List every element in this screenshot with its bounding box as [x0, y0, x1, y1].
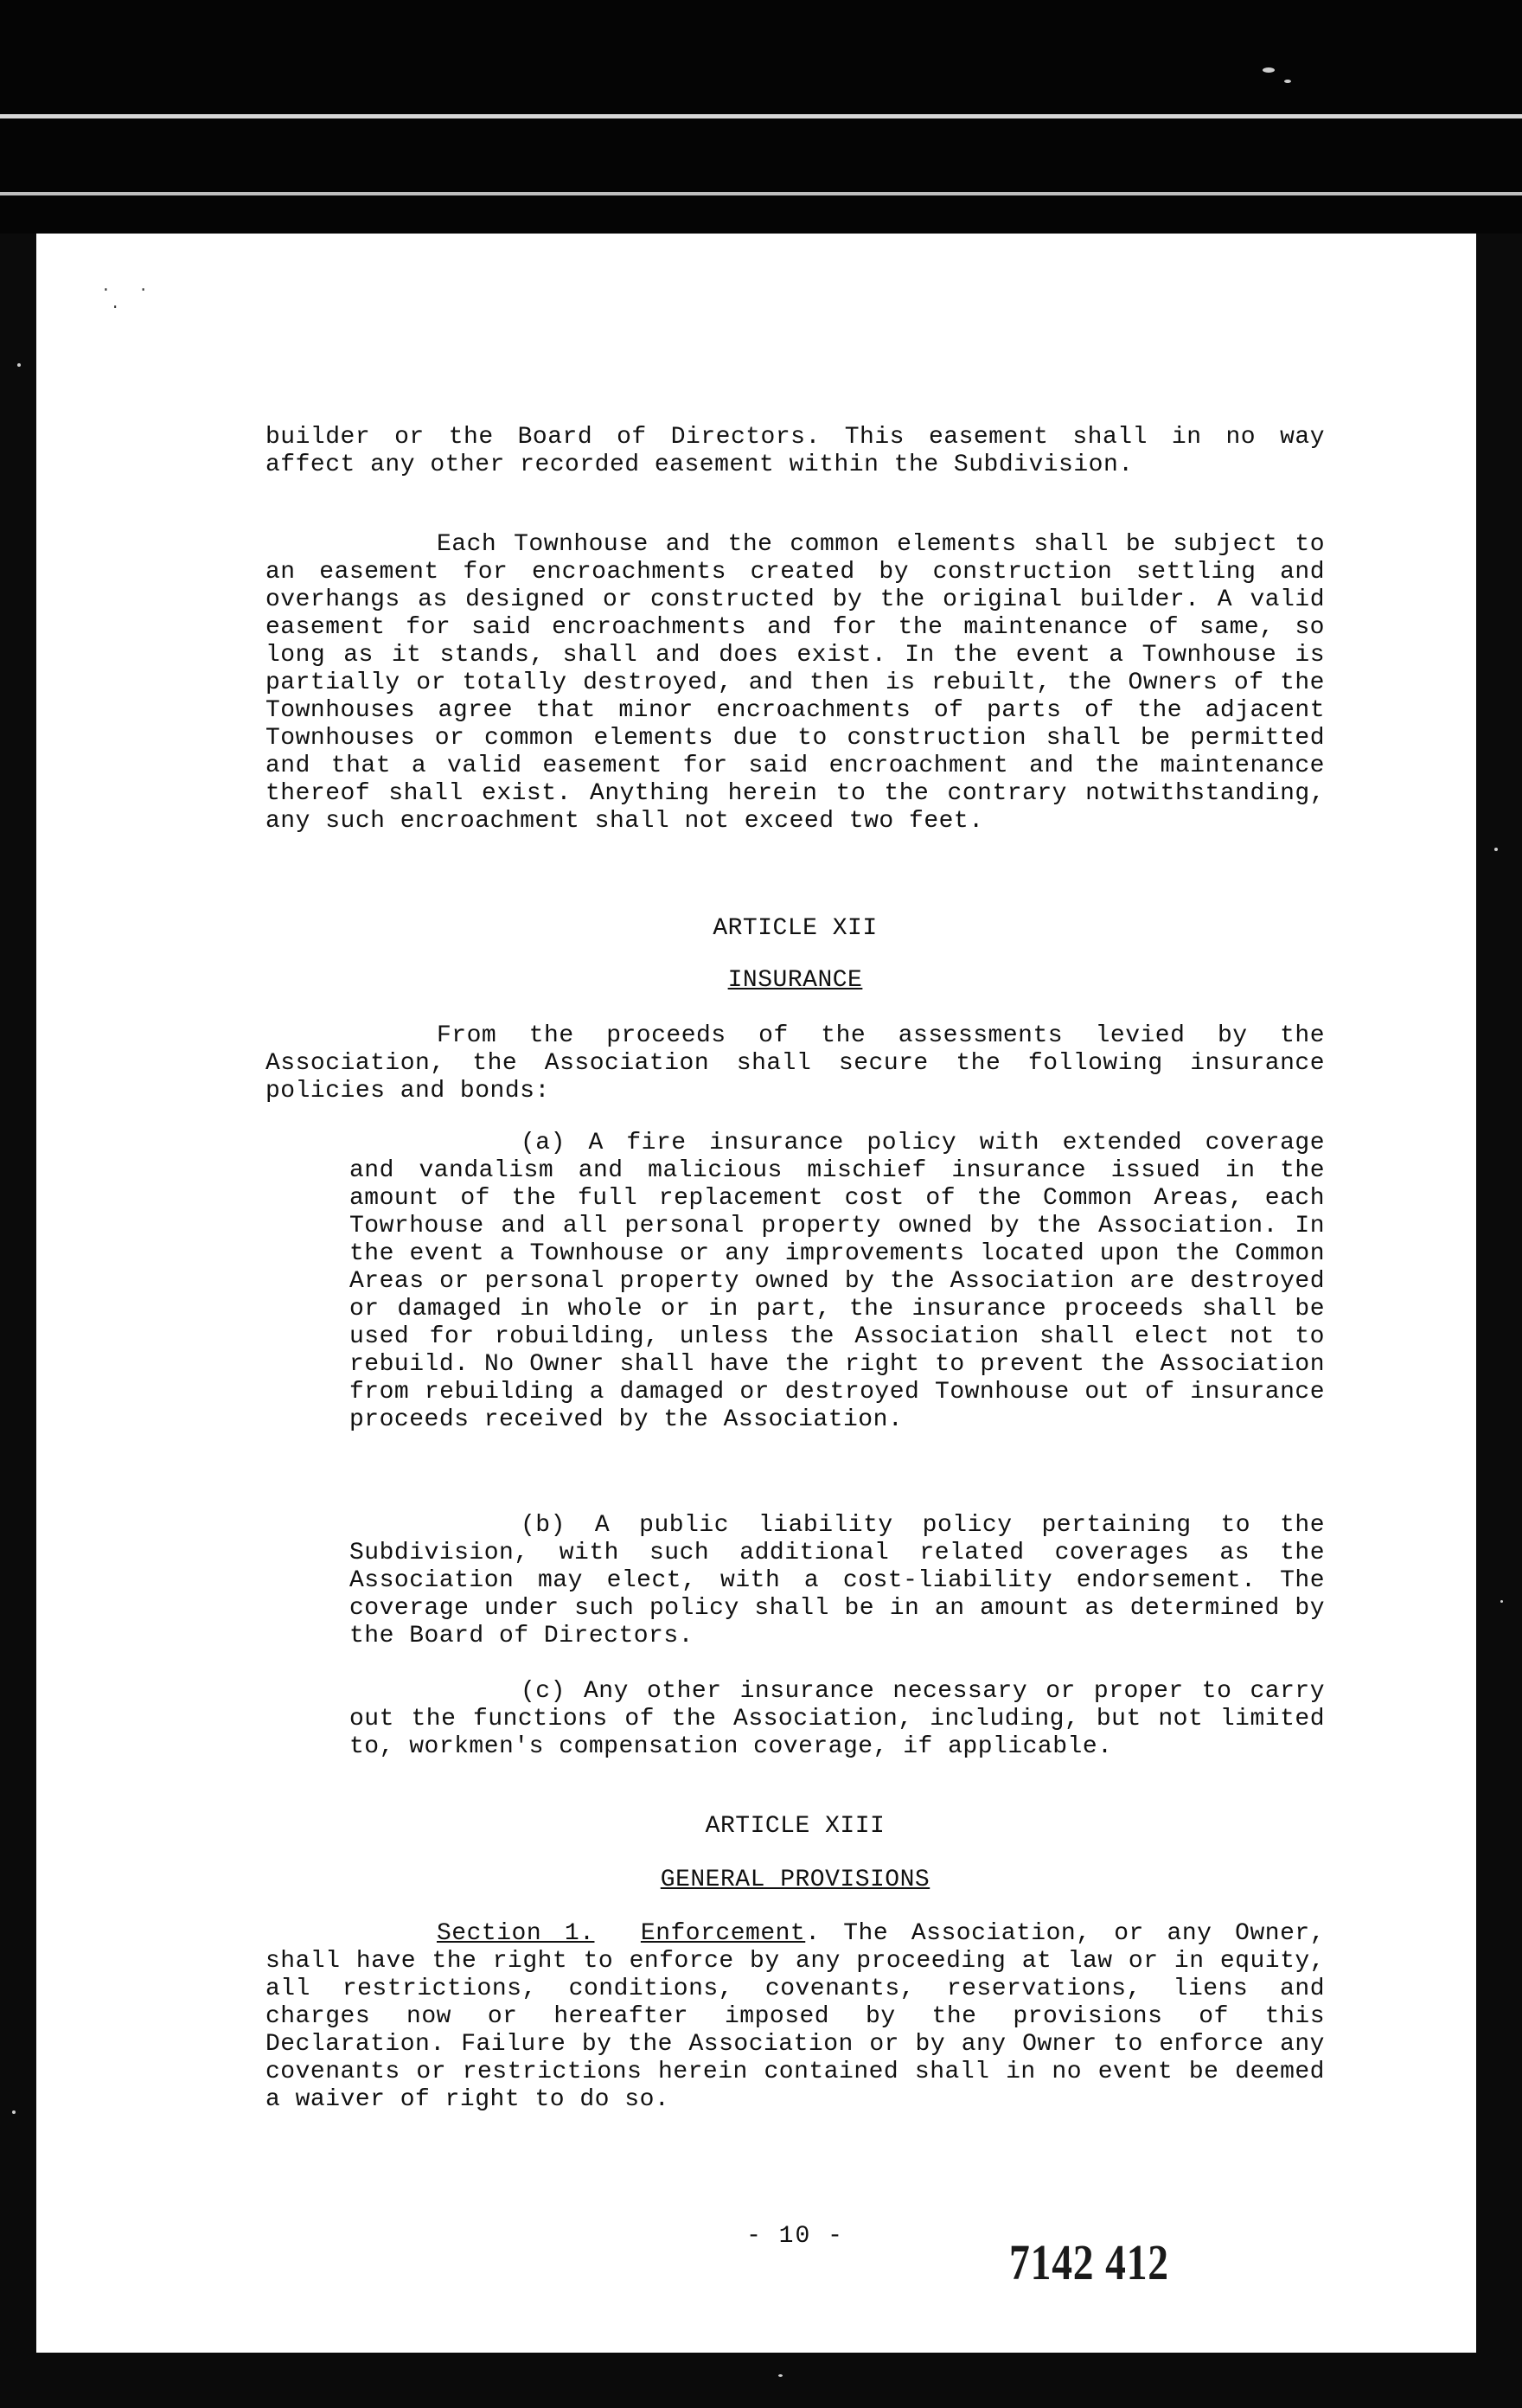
insurance-item-c: (c) Any other insurance necessary or proper to carry out the functions of the Association, including, but not limited to, workmen's compensation coverage, if applicable.	[349, 1678, 1325, 1760]
section-1-enforcement	[265, 1920, 1325, 2114]
scan-speck	[1494, 848, 1498, 851]
article-12-heading: ARTICLE XII	[713, 915, 878, 942]
scan-rule-upper	[0, 114, 1522, 118]
easement-paragraph-end: builder or the Board of Directors. This easement shall in no way affect any other recorded easement within the Subdivision.	[265, 424, 1325, 478]
scan-speck	[17, 363, 21, 367]
scan-marks: . . .	[101, 279, 149, 313]
section-1-text: . The Association, or any Owner, shall have the right to enforce by any proceeding at law or in equity, all restrictions, conditions, covenants, reservations, liens and charges now or hereafter imposed by the provisions of this Declaration. Failure by the Association or by any Owner to enforce any covenants or restrictions herein contained shall in no event be deemed a waiver of right to do so.	[265, 1920, 1326, 2113]
scan-speck	[12, 2110, 16, 2114]
recording-stamp: 7142 412	[1009, 2234, 1169, 2290]
section-1-title: Enforcement	[640, 1920, 806, 1947]
insurance-intro: From the proceeds of the assessments levied by the Association, the Association shall secure the following insurance policies and bonds:	[265, 1022, 1325, 1105]
scan-speck	[1263, 67, 1275, 73]
section-1-label: Section 1.	[437, 1920, 595, 1947]
article-12-title: INSURANCE	[727, 967, 863, 994]
document-page	[36, 234, 1476, 2353]
page-number: - 10 -	[746, 2223, 844, 2250]
scan-speck	[1500, 1600, 1503, 1603]
scan-speck	[1284, 80, 1291, 83]
encroachment-paragraph: Each Townhouse and the common elements shall be subject to an easement for encroachments created by construction settling and overhangs as designed or constructed by the original builder. A valid easement for said encroachments and for the maintenance of same, so long as it stands, shall and does exist. In the event a Townhouse is partially or totally destroyed, and then is rebuilt, the Owners of the Townhouses agree that minor encroachments of parts of the adjacent Townhouses or common elements due to construction shall be permitted and that a valid easement for said encroachment and the maintenance thereof shall exist. Anything herein to the contrary notwithstanding, any such encroachment shall not exceed two feet.	[265, 531, 1325, 835]
scan-rule-lower	[0, 192, 1522, 195]
insurance-item-a: (a) A fire insurance policy with extended coverage and vandalism and malicious mischief insurance issued in the amount of the full replacement cost of the Common Areas, each Towrhouse and all personal property owned by the Association. In the event a Townhouse or any improvements located upon the Common Areas or personal property owned by the Association are destroyed or damaged in whole or in part, the insurance proceeds shall be used for robuilding, unless the Association shall elect not to rebuild. No Owner shall have the right to prevent the Association from rebuilding a damaged or destroyed Townhouse out of insurance proceeds received by the Association.	[349, 1130, 1325, 1433]
article-13-title: GENERAL PROVISIONS	[660, 1867, 930, 1893]
article-13-heading: ARTICLE XIII	[705, 1813, 886, 1840]
insurance-item-b: (b) A public liability policy pertaining to the Subdivision, with such additional related coverages as the Association may elect, with a cost-liability endorsement. The coverage under such policy shall be in an amount as determined by the Board of Directors.	[349, 1512, 1325, 1649]
scan-speck	[778, 2374, 783, 2377]
